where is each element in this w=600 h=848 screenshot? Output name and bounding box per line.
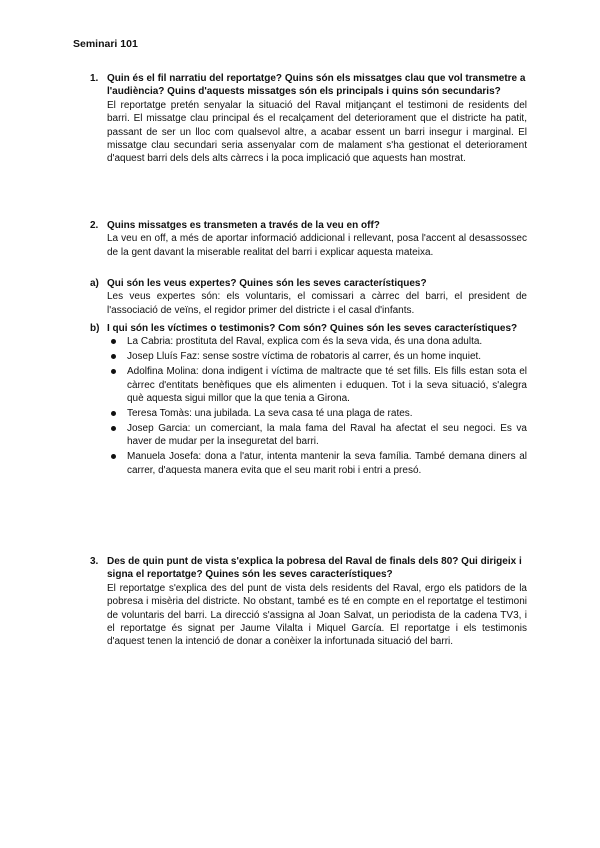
list-item-text: Manuela Josefa: dona a l'atur, intenta mantenir la seva família. També demana diners al carrer, d'aquesta manera evita que el seu marit robi i entri a presó. (127, 451, 527, 476)
list-item (90, 335, 527, 348)
list-item (90, 350, 527, 363)
question-number: 3. (90, 556, 99, 567)
bullet-icon (111, 411, 116, 416)
list-item-text: Teresa Tomàs: una jubilada. La seva casa té una plaga de rates. (127, 407, 413, 419)
list-item-text: Josep Lluís Faz: sense sostre víctima de robatoris al carrer, és un home inquiet. (127, 351, 482, 363)
bullet-icon (111, 354, 116, 359)
question-text: Des de quin punt de vista s'explica la pobresa del Raval de finals dels 80? Qui dirigeix i signa el reportatge? Quines són les seves característiques? (107, 556, 522, 581)
list-item (90, 422, 527, 449)
document-title: Seminari 101 (73, 38, 138, 50)
testimony-list (90, 335, 527, 477)
question-block-2 (90, 219, 527, 259)
question-text: Quin és el fil narratiu del reportatge? Quins són els missatges clau que vol transmetre a l'audiència? Quins d'aquests missatges són els principals i quins són secundaris? (107, 73, 526, 98)
question-block-3 (90, 555, 527, 649)
answer-text: El reportatge s'explica des del punt de vista dels residents del Raval, ergo els patidors de la pobresa i misèria del districte. No obstant, també es té en compte en el reportatge el testimoni de voluntaris del barri. La direcció s'assigna al Joan Salvat, un periodista de la cadena TV3, i el reportatge és signat per Jaume Vilalta i Miquel García. El reportatge i els testimonis d'aquest tenen la intenció de donar a conèixer la infortunada situació del barri. (107, 582, 527, 648)
list-item-text: Josep Garcia: un comerciant, la mala fama del Raval ha afectat el seu negoci. Es va haver de mudar per la inseguretat del barri. (127, 422, 527, 448)
question-number: a) (90, 278, 99, 289)
question-block-a (90, 277, 527, 317)
list-item (90, 450, 527, 477)
bullet-icon (111, 339, 116, 344)
bullet-icon (111, 369, 116, 374)
list-item-text: Adolfina Molina: dona indigent i víctima de maltracte que té set fills. Els fills estan sota el càrrec d'entitats benèfiques que els alimenten i eduquen. Tot i la seva situació, s'alegra què aquesta sigui millor que la que tenia a Girona. (127, 366, 527, 405)
list-item (90, 407, 527, 420)
bullet-icon (111, 426, 116, 431)
answer-text: La veu en off, a més de aportar informació addicional i rellevant, posa l'accent al desassossec de la gent davant la miserable realitat del barri i explicar aquesta mateixa. (107, 233, 527, 258)
question-text: Qui són les veus expertes? Quines són les seves característiques? (107, 278, 427, 289)
question-block-b (90, 322, 527, 478)
list-item-text: La Cabria: prostituta del Raval, explica com és la seva vida, és una dona adulta. (127, 336, 483, 348)
answer-text: El reportatge pretén senyalar la situació del Raval mitjançant el testimoni de residents del barri. El missatge clau principal és el recalçament del deteriorament que el districte ha patit, passant de ser un lloc com qualsevol altre, a acabar essent un barri insegur i marginal. El missatge clau secundari seria assenyalar com de malament s'ha gestionat el deteriorament d'aquest barri dels dels alts càrrecs i la poca implicació que aquests han mostrat. (107, 99, 527, 165)
question-number: 2. (90, 220, 99, 231)
list-item (90, 365, 527, 405)
bullet-icon (111, 454, 116, 459)
question-text: I qui són les víctimes o testimonis? Com són? Quines són les seves característiques? (107, 323, 518, 334)
question-number: 1. (90, 73, 99, 84)
answer-text: Les veus expertes són: els voluntaris, el comissari a càrrec del barri, el president de l'associació de veïns, el regidor primer del districte i el casal d'infants. (107, 291, 527, 316)
question-number: b) (90, 323, 100, 334)
question-text: Quins missatges es transmeten a través de la veu en off? (107, 220, 380, 231)
question-block-1 (90, 72, 527, 166)
